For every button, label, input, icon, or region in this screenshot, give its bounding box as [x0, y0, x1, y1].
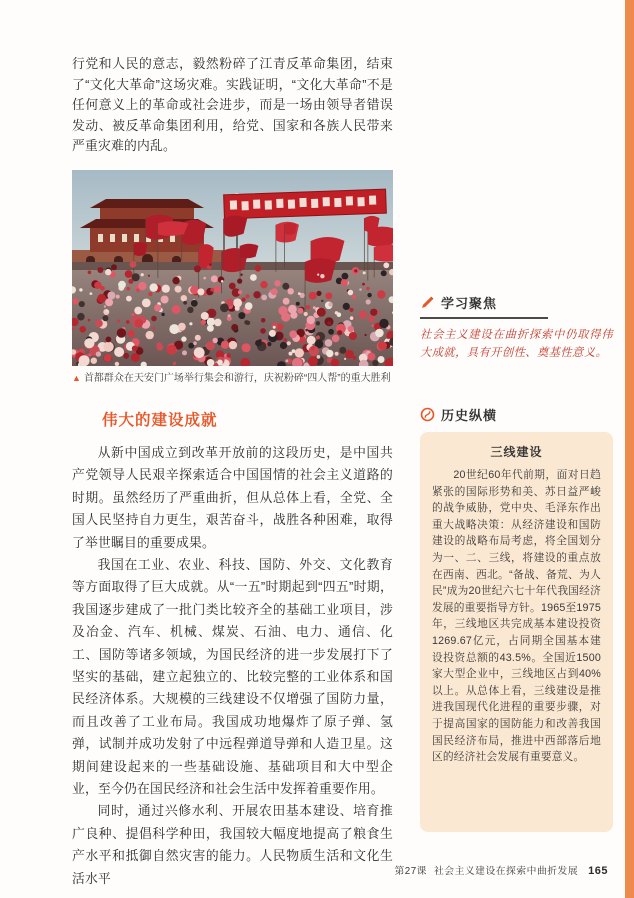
intro-paragraph: 行党和人民的意志，毅然粉碎了江青反革命集团，结束了“文化大革命”这场灾难。实践证明，“文化大革命”不是任何意义上的革命或社会进步，而是一场由领导者错误发动、被反革命集团利用，给党、国家和各族人民带来严重灾难的内乱。	[72, 56, 393, 154]
page-edge-strip	[625, 0, 634, 898]
parade-photo-illustration	[72, 170, 393, 366]
learning-focus-title: 学习聚焦	[441, 296, 498, 311]
body-paragraph-3: 同时，通过兴修水利、开展农田基本建设、培育推广良种、提倡科学种田，我国较大幅度地提高了粮食生产水平和抵御自然灾害的能力。人民物质生活和文化生活水平	[72, 803, 393, 886]
learning-focus-text: 社会主义建设在曲折探索中仍取得伟大成就，具有开创性、奠基性意义。	[420, 329, 613, 359]
photo-figure	[72, 170, 393, 386]
parade-photo	[72, 170, 393, 366]
learning-focus-header	[420, 293, 613, 312]
learning-focus-box	[420, 293, 613, 362]
body-paragraph-1: 从新中国成立到改革开放前的这段历史，是中国共产党领导人民艰辛探索适合中国国情的社会主义道路的时期。虽然经历了严重曲折，但从总体上看，全党、全国人民坚持自力更生，艰苦奋斗，战胜各种困难，取得了举世瞩目的重要成果。	[72, 444, 393, 550]
historical-perspective-box	[420, 405, 613, 832]
spiral-icon	[420, 407, 435, 422]
photo-caption	[72, 371, 393, 386]
body-paragraph-2: 我国在工业、农业、科技、国防、外交、文化教育等方面取得了巨大成就。从“一五”时期起到“四五”时期，我国逐步建成了一批门类比较齐全的基础工业项目，涉及冶金、汽车、机械、煤炭、石油、电力、通信、化工、国防等诸多领域，为国民经济的进一步发展打下了坚实的基础，建立起独立的、比较完整的工业体系和国民经济体系。大规模的三线建设不仅增强了国防力量，而且改善了工业布局。我国成功地爆炸了原子弹、氢弹，试制并成功发射了中远程弹道导弹和人造卫星。这期间建设起来的一些基础设施、基础项目和大中型企业，至今仍在国民经济和社会生活中发挥着重要作用。	[72, 557, 393, 797]
slogan-banner	[224, 189, 387, 219]
perspective-box-title: 三线建设	[490, 445, 543, 459]
historical-perspective-header	[420, 405, 613, 424]
photo-caption-text: 首都群众在天安门广场举行集会和游行，庆祝粉碎“四人帮”的重大胜利	[83, 372, 391, 384]
footer-lesson-title: 社会主义建设在探索中曲折发展	[433, 866, 579, 877]
page-footer	[394, 863, 608, 877]
perspective-content-box	[420, 432, 613, 832]
perspective-text: 20世纪60年代前期，面对日趋紧张的国际形势和美、苏日益严峻的战争威胁，党中央、毛泽东作出重大战略决策：从经济建设和国防建设的战略布局考虑，将全国划分为一、二、三线，将建设的重点放在西南、西北。“备战、备荒、为人民”成为20世纪六七十年代我国经济发展的重要指导方针。1965至1975年，三线地区共完成基本建设投资1269.67亿元，占同期全国基本建设投资总额的43.5%。全国近1500家大型企业中，三线地区占到40%以上。从总体上看，三线建设是推进我国现代化进程的重要步骤，对于提高国家的国防能力和改善我国国民经济布局，推进中西部落后地区的经济社会发展有重要意义。	[432, 469, 601, 764]
caption-triangle-icon: ▲	[72, 372, 81, 383]
pencil-icon	[420, 295, 435, 310]
footer-page-number: 165	[588, 865, 608, 877]
main-column	[72, 54, 393, 890]
historical-perspective-title: 历史纵横	[441, 408, 498, 423]
focus-divider	[420, 317, 548, 319]
section-heading: 伟大的建设成就	[102, 411, 218, 429]
footer-lesson-number: 第27课	[394, 866, 427, 877]
